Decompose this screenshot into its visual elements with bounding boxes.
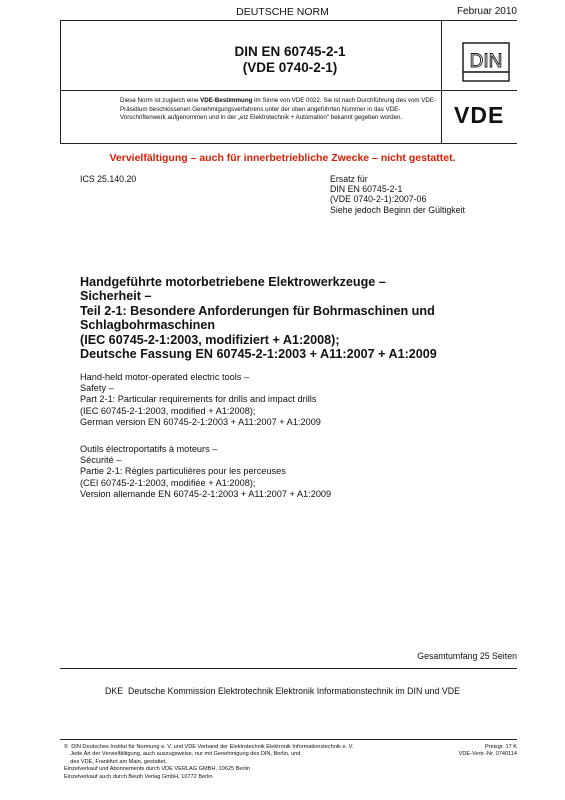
- title-line: Safety –: [80, 383, 114, 394]
- document-type: DEUTSCHE NORM: [236, 6, 329, 18]
- title-line: Outils électroportatifs à moteurs –: [80, 444, 218, 454]
- vde-number: (VDE 0740-2-1): [242, 60, 338, 75]
- dke-committee: DKE Deutsche Kommission Elektrotechnik Elektronik Informationstechnik im DIN und VDE: [105, 686, 460, 696]
- title-line: Sicherheit –: [80, 289, 152, 304]
- price-info: [459, 744, 517, 759]
- title-line: (IEC 60745-2-1:2003, modified + A1:2008);: [80, 405, 256, 416]
- copyright-line: Einzelverkauf und Abonnements durch VDE VERLAG GMBH, 10625 Berlin: [64, 766, 250, 773]
- copyright-line: © DIN Deutsches Institut für Normung e. V. und VDE Verband der Elektrotechnik Elektronik Informationstechnik e. V.: [64, 744, 354, 750]
- title-line: Version allemande EN 60745-2-1:2003 + A11:2007 + A1:2009: [80, 488, 332, 499]
- din-logo: [462, 42, 510, 82]
- norm-number: DIN EN 60745-2-1: [234, 44, 346, 59]
- vde-notice: [120, 97, 438, 123]
- copyright-line: Jede Art der Vervielfältigung, auch auszugsweise, nur mit Genehmigung des DIN, Berlin, und: [64, 751, 301, 758]
- title-german: [80, 275, 500, 361]
- title-line: Teil 2-1: Besondere Anforderungen für Bohrmaschinen und: [80, 303, 435, 318]
- middle-rule: [60, 90, 517, 91]
- logo-column-divider: [441, 20, 442, 143]
- replacement-line: DIN EN 60745-2-1: [330, 184, 403, 195]
- title-line: Schlagbohrmaschinen: [80, 318, 216, 333]
- title-line: (IEC 60745-2-1:2003, modifiziert + A1:2008);: [80, 332, 340, 347]
- price-group: Preisgr. 17 K: [484, 744, 517, 750]
- din-logo-text: DIN: [469, 51, 503, 72]
- vde-notice-part1: Diese Norm ist zugleich eine: [120, 97, 201, 104]
- dke-top-rule: [60, 668, 517, 669]
- title-line: Handgeführte motorbetriebene Elektrowerkzeuge –: [80, 275, 386, 289]
- vde-notice-part2: im Sinne von VDE 0022. Sie ist nach Durchführung des vom VDE-Präsidium beschlossenen Genehmigungsverfahrens unter der oben angeführten Nummer in das VDE-Vorschriftenwerk aufgenommen und in der „etz Elektrotechnik + Automation“ bekannt gegeben worden.: [120, 97, 437, 122]
- title-line: German version EN 60745-2-1:2003 + A11:2007 + A1:2009: [80, 416, 321, 427]
- vde-notice-bold: VDE-Bestimmung: [200, 97, 253, 104]
- replacement-line: (VDE 0740-2-1):2007-06: [330, 194, 427, 205]
- title-line: Part 2-1: Particular requirements for drills and impact drills: [80, 394, 317, 405]
- replacement-info: [330, 174, 465, 215]
- publication-date: Februar 2010: [456, 6, 517, 17]
- title-line: Partie 2-1: Règles particulières pour les perceuses: [80, 466, 286, 477]
- replacement-line: Siehe jedoch Beginn der Gültigkeit: [330, 204, 465, 215]
- title-french: [80, 444, 500, 500]
- title-line: Sécurité –: [80, 455, 122, 466]
- replacement-line: Ersatz für: [330, 174, 368, 184]
- norm-number-block: [140, 44, 440, 76]
- vde-sales-number: VDE-Vertr.-Nr. 0740114: [458, 751, 517, 758]
- copyright-notice: [64, 744, 444, 781]
- title-line: Deutsche Fassung EN 60745-2-1:2003 + A11:2007 + A1:2009: [80, 347, 437, 362]
- top-rule: [60, 20, 517, 21]
- header-bottom-rule: [60, 143, 517, 144]
- reproduction-notice: Vervielfältigung – auch für innerbetriebliche Zwecke – nicht gestattet.: [109, 152, 456, 164]
- copyright-line: Einzelverkauf auch durch Beuth Verlag GmbH, 10772 Berlin: [64, 773, 213, 780]
- left-frame-line: [60, 20, 61, 143]
- title-english: [80, 372, 500, 428]
- total-pages: Gesamtumfang 25 Seiten: [417, 651, 517, 661]
- footer-rule: [60, 739, 517, 740]
- title-line: Hand-held motor-operated electric tools –: [80, 372, 250, 382]
- ics-code: ICS 25.140.20: [80, 174, 137, 184]
- vde-logo: VDE: [454, 102, 505, 128]
- copyright-line: des VDE, Frankfurt am Main, gestattet.: [64, 758, 167, 765]
- title-line: (CEI 60745-2-1:2003, modifiée + A1:2008);: [80, 477, 256, 488]
